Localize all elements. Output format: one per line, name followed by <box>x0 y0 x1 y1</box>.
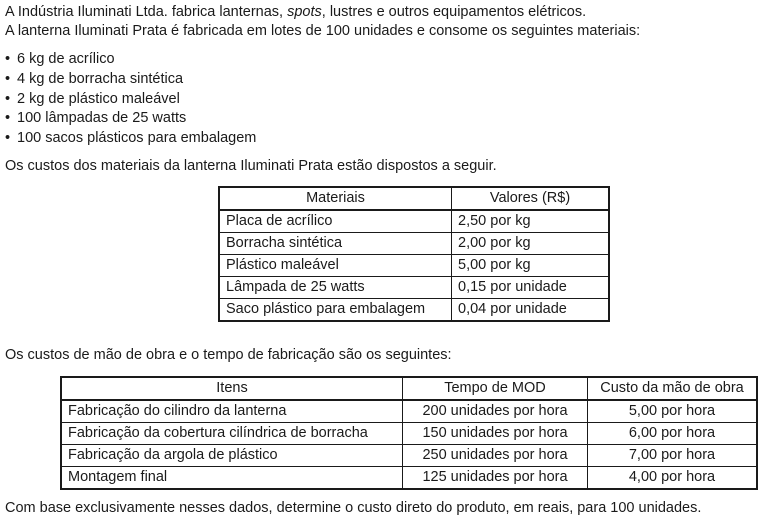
intro-line-2: A lanterna Iluminati Prata é fabricada em lotes de 100 unidades e consome os seguintes materiais: <box>5 23 641 39</box>
bullet-item <box>5 90 180 108</box>
table-cell: 250 unidades por hora <box>403 445 588 467</box>
table-cell: 2,00 por kg <box>452 233 610 255</box>
table-row <box>219 210 609 233</box>
bullet-item <box>5 50 115 68</box>
table-cell: 5,00 por kg <box>452 255 610 277</box>
intro-line-1-pre: A Indústria Iluminati Ltda. fabrica lanternas, <box>5 4 288 20</box>
materials-table <box>218 186 610 322</box>
table-row <box>219 277 609 299</box>
table-cell: 200 unidades por hora <box>403 400 588 423</box>
table-cell: 6,00 por hora <box>588 423 758 445</box>
table-cell: 5,00 por hora <box>588 400 758 423</box>
table-cell: Lâmpada de 25 watts <box>219 277 452 299</box>
table-row <box>61 423 757 445</box>
intro-line-1-italic: spots <box>287 4 322 20</box>
table-cell: Borracha sintética <box>219 233 452 255</box>
table-cell: Montagem final <box>61 467 403 490</box>
bullet-dot: • <box>5 110 11 126</box>
table-cell: Placa de acrílico <box>219 210 452 233</box>
table-cell: 4,00 por hora <box>588 467 758 490</box>
table-header-row <box>61 377 757 400</box>
table-cell: 7,00 por hora <box>588 445 758 467</box>
table-row <box>61 400 757 423</box>
table-cell: Plástico maleável <box>219 255 452 277</box>
bullet-dot: • <box>5 71 11 87</box>
table-cell: 125 unidades por hora <box>403 467 588 490</box>
bullet-text: 4 kg de borracha sintética <box>17 71 184 87</box>
column-header: Custo da mão de obra <box>588 377 758 400</box>
materials-intro: Os custos dos materiais da lanterna Iluminati Prata estão dispostos a seguir. <box>5 158 497 174</box>
table-cell: 150 unidades por hora <box>403 423 588 445</box>
table-cell: 0,15 por unidade <box>452 277 610 299</box>
bullet-text: 6 kg de acrílico <box>17 51 115 67</box>
column-header: Materiais <box>219 187 452 210</box>
table-cell: Fabricação da argola de plástico <box>61 445 403 467</box>
bullet-text: 2 kg de plástico maleável <box>17 91 180 107</box>
bullet-text: 100 sacos plásticos para embalagem <box>17 130 257 146</box>
table-row <box>61 445 757 467</box>
labor-intro: Os custos de mão de obra e o tempo de fabricação são os seguintes: <box>5 347 452 363</box>
table-cell: Saco plástico para embalagem <box>219 299 452 322</box>
table-row <box>219 255 609 277</box>
table-row <box>61 467 757 490</box>
labor-table <box>60 376 758 490</box>
column-header: Tempo de MOD <box>403 377 588 400</box>
bullet-dot: • <box>5 51 11 67</box>
bullet-item <box>5 129 256 147</box>
table-row <box>219 299 609 322</box>
table-row <box>219 233 609 255</box>
table-cell: 2,50 por kg <box>452 210 610 233</box>
table-cell: Fabricação da cobertura cilíndrica de borracha <box>61 423 403 445</box>
bullet-item <box>5 109 186 127</box>
intro-line-1-post: , lustres e outros equipamentos elétricos. <box>321 4 587 20</box>
table-cell: Fabricação do cilindro da lanterna <box>61 400 403 423</box>
intro-line-1 <box>5 3 586 21</box>
table-header-row <box>219 187 609 210</box>
bullet-item <box>5 70 183 88</box>
table-cell: 0,04 por unidade <box>452 299 610 322</box>
bullet-dot: • <box>5 91 11 107</box>
column-header: Valores (R$) <box>452 187 610 210</box>
column-header: Itens <box>61 377 403 400</box>
bullet-text: 100 lâmpadas de 25 watts <box>17 110 187 126</box>
bullet-dot: • <box>5 130 11 146</box>
question-text: Com base exclusivamente nesses dados, determine o custo direto do produto, em reais, para 100 unidades. <box>5 500 702 516</box>
